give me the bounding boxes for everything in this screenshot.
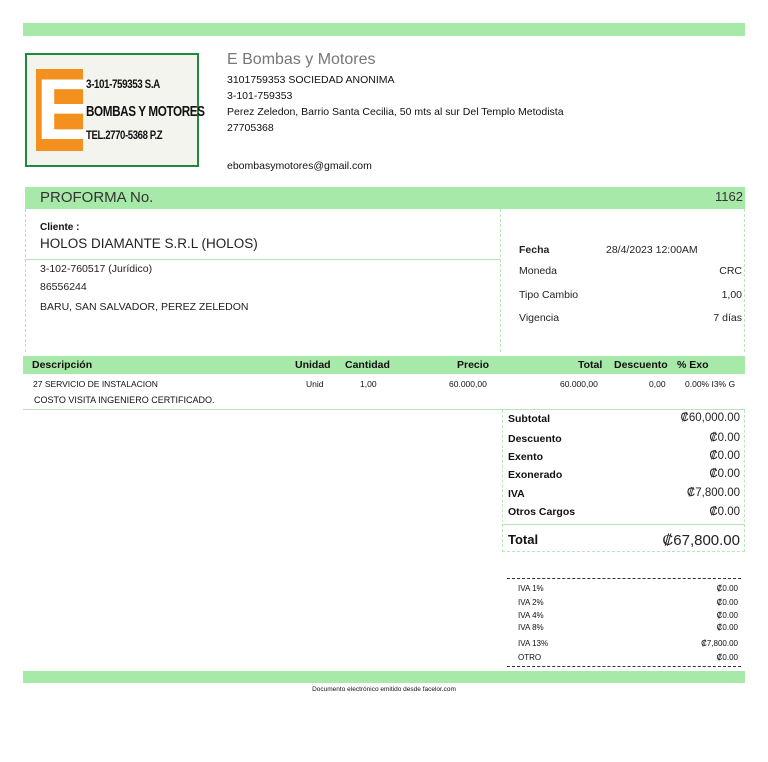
logo-line-name: BOMBAS Y MOTORES xyxy=(86,103,205,120)
top-accent-bar xyxy=(23,23,745,36)
logo-line-phone: TEL.2770-5368 P.Z xyxy=(86,128,163,142)
client-phone: 86556244 xyxy=(40,281,87,293)
company-legal-name: 3101759353 SOCIEDAD ANONIMA xyxy=(227,74,395,86)
iva-2-value: ₡0.00 xyxy=(716,598,738,607)
subtotal-value: ₡60,000.00 xyxy=(680,412,740,424)
tipo-cambio-value: 1,00 xyxy=(721,289,742,301)
client-label: Cliente : xyxy=(40,222,80,233)
proforma-label: PROFORMA No. xyxy=(40,189,154,206)
descuento-label: Descuento xyxy=(508,433,562,445)
iva-1-label: IVA 1% xyxy=(518,584,544,593)
otros-cargos-value: ₡0.00 xyxy=(709,506,740,518)
col-descripcion: Descripción xyxy=(32,359,93,371)
proforma-number: 1162 xyxy=(715,189,743,204)
company-name: E Bombas y Motores xyxy=(227,51,376,68)
client-section xyxy=(25,209,745,352)
client-divider xyxy=(500,209,501,352)
exonerado-value: ₡0.00 xyxy=(709,468,740,480)
exento-value: ₡0.00 xyxy=(709,450,740,462)
client-separator xyxy=(25,259,500,260)
total-label: Total xyxy=(508,532,539,547)
col-exo: % Exo xyxy=(677,359,709,371)
row-detalle: COSTO VISITA INGENIERO CERTIFICADO. xyxy=(34,395,215,405)
exento-label: Exento xyxy=(508,451,544,463)
fecha-label: Fecha xyxy=(519,244,550,256)
row-descuento: 0,00 xyxy=(649,379,666,389)
iva-1-value: ₡0.00 xyxy=(716,584,738,593)
total-value: ₡67,800.00 xyxy=(662,532,740,549)
proforma-header xyxy=(25,187,745,209)
vigencia-label: Vigencia xyxy=(519,312,560,324)
row-cantidad: 1,00 xyxy=(360,379,377,389)
tipo-cambio-label: Tipo Cambio xyxy=(519,289,579,301)
col-descuento: Descuento xyxy=(614,359,668,371)
items-table-header xyxy=(23,356,745,374)
col-precio: Precio xyxy=(457,359,490,371)
iva-value: ₡7,800.00 xyxy=(686,487,740,499)
row-total: 60.000,00 xyxy=(560,379,598,389)
bottom-accent-bar xyxy=(23,671,745,683)
company-address: Perez Zeledon, Barrio Santa Cecilia, 50 mts al sur Del Templo Metodista xyxy=(227,106,564,118)
subtotal-label: Subtotal xyxy=(508,413,550,425)
row-unidad: Unid xyxy=(306,379,324,389)
otros-cargos-label: Otros Cargos xyxy=(508,506,576,518)
row-descripcion: 27 SERVICIO DE INSTALACION xyxy=(33,379,158,389)
iva-8-value: ₡0.00 xyxy=(716,623,738,632)
iva-2-label: IVA 2% xyxy=(518,598,544,607)
moneda-label: Moneda xyxy=(519,265,557,277)
company-logo xyxy=(25,53,205,167)
client-name: HOLOS DIAMANTE S.R.L (HOLOS) xyxy=(40,236,258,251)
vigencia-value: 7 días xyxy=(713,312,742,324)
totals-separator xyxy=(502,524,745,525)
client-address: BARU, SAN SALVADOR, PEREZ ZELEDON xyxy=(40,301,249,313)
col-total: Total xyxy=(578,359,603,371)
col-unidad: Unidad xyxy=(295,359,331,371)
iva-13-value: ₡7,800.00 xyxy=(701,639,738,648)
company-id: 3-101-759353 xyxy=(227,90,293,102)
company-info xyxy=(227,51,564,136)
row-exo: 0.00% I3% G xyxy=(685,379,736,389)
logo-line-id: 3-101-759353 S.A xyxy=(86,77,160,91)
client-id: 3-102-760517 (Jurídico) xyxy=(40,263,153,275)
moneda-value: CRC xyxy=(719,265,742,277)
company-email[interactable]: ebombasymotores@gmail.com xyxy=(227,160,372,172)
descuento-value: ₡0.00 xyxy=(709,432,740,444)
iva-8-label: IVA 8% xyxy=(518,623,544,632)
footer-note: Documento electrónico emitido desde facelor.com xyxy=(312,686,456,693)
iva-label: IVA xyxy=(508,488,525,500)
iva-otro-value: ₡0.00 xyxy=(716,653,738,662)
logo-letter: E xyxy=(36,62,94,158)
col-cantidad: Cantidad xyxy=(345,359,390,371)
iva-4-label: IVA 4% xyxy=(518,611,544,620)
iva-otro-label: OTRO xyxy=(518,653,542,662)
fecha-value: 28/4/2023 12:00AM xyxy=(606,244,698,256)
exonerado-label: Exonerado xyxy=(508,469,563,481)
row-precio: 60.000,00 xyxy=(449,379,487,389)
iva-4-value: ₡0.00 xyxy=(716,611,738,620)
company-phone: 27705368 xyxy=(227,122,274,134)
iva-13-label: IVA 13% xyxy=(518,639,549,648)
